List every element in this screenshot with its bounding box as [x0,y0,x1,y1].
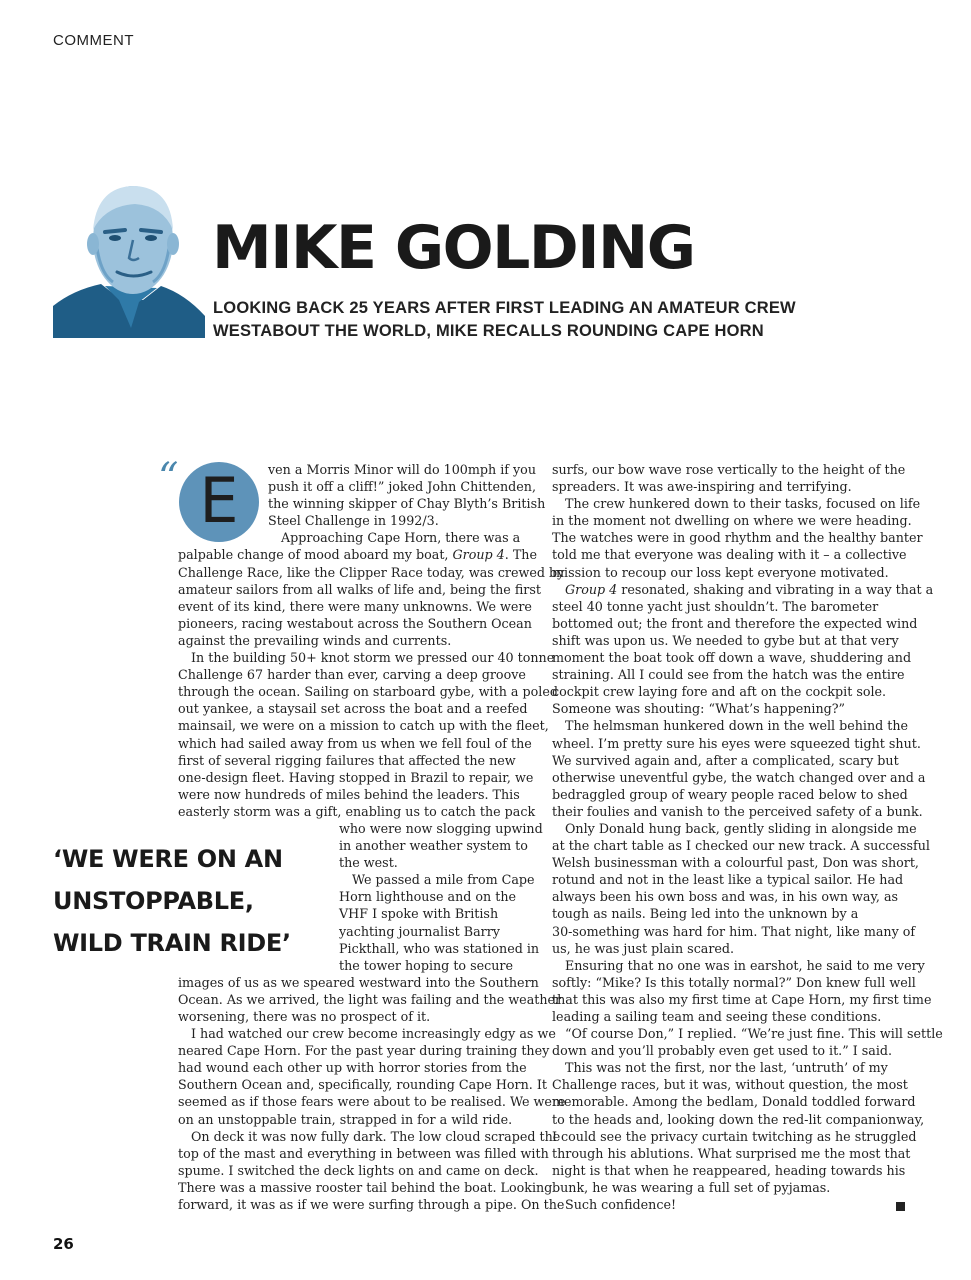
body-line: Such confidence! [565,1197,677,1213]
body-line: told me that everyone was dealing with it – a collective [552,547,907,563]
body-line: cockpit crew laying fore and aft on the cockpit sole. [552,684,887,700]
body-line: This was not the first, nor the last, ‘untruth’ of my [565,1060,888,1076]
body-line: top of the mast and everything in between was filled with [178,1145,549,1161]
body-line: neared Cape Horn. For the past year during training they [178,1043,550,1059]
body-line [178,546,537,563]
body-line: mission to recoup our loss kept everyone motivated. [552,564,889,580]
dropcap-letter: E [199,464,239,537]
standfirst-line: WESTABOUT THE WORLD, MIKE RECALLS ROUNDING CAPE HORN [213,322,764,340]
body-line: We survived again and, after a complicated, scary but [552,752,899,768]
body-line: seemed as if those fears were about to be realised. We were [178,1094,566,1110]
body-line: spume. I switched the deck lights on and came on deck. [178,1162,539,1178]
body-line: memorable. Among the bedlam, Donald toddled forward [552,1094,916,1110]
body-line: 30-something was hard for him. That night, like many of [552,923,916,939]
body-line: Approaching Cape Horn, there was a [281,530,521,546]
body-line: mainsail, we were on a mission to catch up with the fleet, [178,718,549,734]
author-portrait [53,178,205,338]
body-text: palpable change of mood aboard my boat, [178,547,453,563]
body-line: The watches were in good rhythm and the healthy banter [552,530,923,546]
body-line: the winning skipper of Chay Blyth’s British [268,496,546,512]
body-line: first of several rigging failures that affected the new [178,752,516,768]
pull-quote-line: WILD TRAIN RIDE’ [53,929,291,957]
section-label: COMMENT [53,32,134,49]
body-line: amateur sailors from all walks of life and, being the first [178,581,541,597]
body-line: the west. [339,855,398,871]
body-line: otherwise uneventful gybe, the watch changed over and a [552,769,926,785]
body-line: “Of course Don,” I replied. “We’re just fine. This will settle [565,1026,943,1042]
body-line: On deck it was now fully dark. The low cloud scraped the [191,1128,561,1144]
body-line: in another weather system to [339,838,528,854]
body-line: on an unstoppable train, strapped in for a wild ride. [178,1111,513,1127]
standfirst [213,297,813,343]
body-line: Challenge 67 harder than ever, carving a deep groove [178,667,526,683]
body-line: straining. All I could see from the hatch was the entire [552,667,905,683]
body-line: rotund and not in the least like a typical sailor. He had [552,872,904,888]
body-line: Pickthall, who was stationed in [339,940,540,956]
body-line: one-design fleet. Having stopped in Brazil to repair, we [178,769,534,785]
boat-name: Group 4 [565,581,618,597]
body-text: . The [504,547,537,563]
standfirst-line: LOOKING BACK 25 YEARS AFTER FIRST LEADING AN AMATEUR CREW [213,299,796,317]
body-line: VHF I spoke with British [339,906,499,922]
body-line: softly: “Mike? Is this totally normal?” Don knew full well [552,974,916,990]
body-line: The helmsman hunkered down in the well behind the [565,718,909,734]
body-line: bunk, he was wearing a full set of pyjamas. [552,1179,831,1195]
body-line: had wound each other up with horror stories from the [178,1060,527,1076]
body-line: spreaders. It was awe-inspiring and terrifying. [552,479,852,495]
body-line: surfs, our bow wave rose vertically to the height of the [552,462,906,477]
body-line: against the prevailing winds and currents. [178,632,452,648]
body-line: out yankee, a staysail set across the boat and a reefed [178,701,528,717]
end-of-article-square-icon [896,1202,905,1211]
body-line: that this was also my first time at Cape Horn, my first time [552,991,932,1007]
body-line: Ocean. As we arrived, the light was failing and the weather [178,991,562,1007]
body-line: Steel Challenge in 1992/3. [268,513,439,529]
body-line: images of us as we speared westward into the Southern [178,974,539,990]
body-line: easterly storm was a gift, enabling us to catch the pack [178,803,536,819]
body-line: were now hundreds of miles behind the leaders. This [178,786,520,802]
body-line: tough as nails. Being led into the unknown by a [552,906,859,922]
body-line: us, he was just plain scared. [552,940,735,956]
body-line: through his ablutions. What surprised me the most that [552,1145,911,1161]
body-line: event of its kind, there were many unknowns. We were [178,598,532,614]
body-line: down and you’ll probably even get used to it.” I said. [552,1043,893,1059]
body-line: in the moment not dwelling on where we were heading. [552,513,912,529]
body-line: Horn lighthouse and on the [339,889,517,905]
body-line: The crew hunkered down to their tasks, focused on life [565,496,921,512]
body-line: who were now slogging upwind [339,820,543,836]
body-line: I had watched our crew become increasingly edgy as we [191,1026,556,1042]
body-column-right [552,461,943,1213]
body-line: yachting journalist Barry [339,923,500,939]
body-line: steel 40 tonne yacht just shouldn’t. The barometer [552,598,879,614]
body-line: which had sailed away from us when we fell foul of the [178,735,532,751]
body-line: Welsh businessman with a colourful past, Don was short, [552,855,919,871]
body-line: bottomed out; the front and therefore the expected wind [552,615,918,631]
body-line: ven a Morris Minor will do 100mph if you [268,462,536,477]
body-line: leading a sailing team and seeing these conditions. [552,1009,882,1024]
pull-quote [53,838,333,964]
body-line [552,581,934,598]
body-line: at the chart table as I checked our new track. A successful [552,838,930,854]
body-line: Challenge Race, like the Clipper Race today, was crewed by [178,564,565,580]
headline: MIKE GOLDING [212,213,695,283]
body-line: night is that when he reappeared, heading towards his [552,1162,906,1178]
body-line: In the building 50+ knot storm we pressed our 40 tonne [191,650,555,666]
body-line: There was a massive rooster tail behind the boat. Looking [178,1179,553,1195]
body-line: through the ocean. Sailing on starboard gybe, with a poled [178,684,558,700]
boat-name: Group 4 [452,547,505,563]
body-line: I could see the privacy curtain twitching as he struggled [552,1128,917,1144]
body-line: Challenge races, but it was, without question, the most [552,1077,908,1093]
body-line: shift was upon us. We needed to gybe but at that very [552,632,899,648]
pull-quote-line: UNSTOPPABLE, [53,887,254,915]
pull-quote-line: ‘WE WERE ON AN [53,845,283,873]
body-line: bedraggled group of weary people raced below to shed [552,786,908,802]
open-quote-mark: “ [158,455,179,501]
body-line: Only Donald hung back, gently sliding in alongside me [565,820,917,836]
body-line: Ensuring that no one was in earshot, he said to me very [565,957,925,973]
body-line: to the heads and, looking down the red-lit companionway, [552,1111,925,1127]
body-line: pioneers, racing westabout across the Southern Ocean [178,615,532,631]
body-line: worsening, there was no prospect of it. [178,1009,431,1024]
body-text: resonated, shaking and vibrating in a way that a [617,581,934,597]
body-line: push it off a cliff!” joked John Chittenden, [268,479,537,495]
body-line: their foulies and vanish to the perceived safety of a bunk. [552,803,923,819]
body-line: the tower hoping to secure [339,957,513,973]
body-line: wheel. I’m pretty sure his eyes were squeezed tight shut. [552,735,921,751]
body-line: moment the boat took off down a wave, shuddering and [552,650,912,666]
body-line: Someone was shouting: “What’s happening?” [552,701,846,717]
body-line: always been his own boss and was, in his own way, as [552,889,899,905]
body-line: Southern Ocean and, specifically, rounding Cape Horn. It [178,1077,547,1093]
body-line: We passed a mile from Cape [352,872,535,888]
body-line: forward, it was as if we were surfing through a pipe. On the [178,1197,565,1213]
page-number: 26 [53,1235,74,1253]
